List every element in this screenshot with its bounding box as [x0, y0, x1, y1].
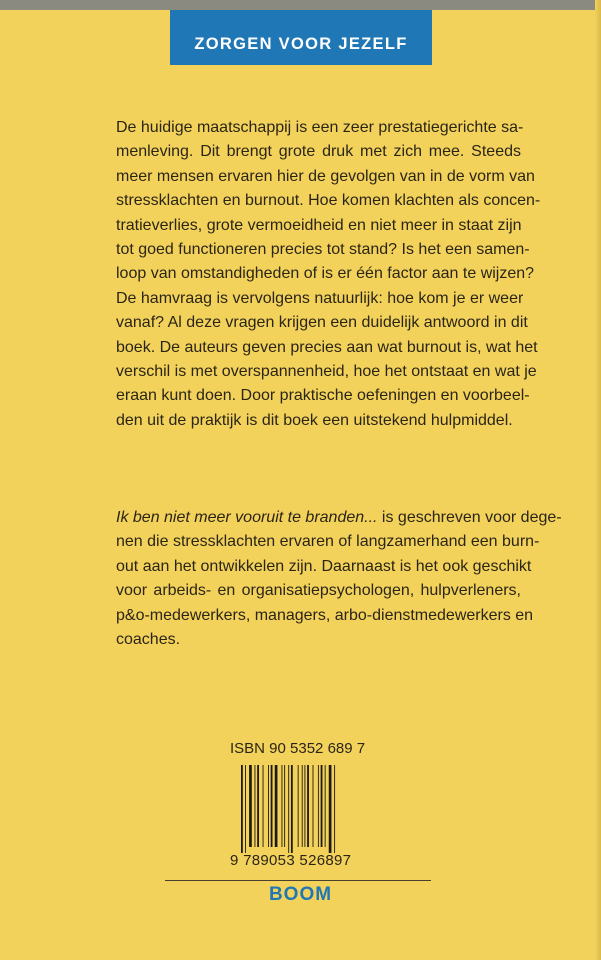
- text-line: verschil is met overspannenheid, hoe het ontstaat en wat je: [116, 363, 537, 381]
- barcode-bar: [282, 765, 283, 847]
- text-line: [116, 506, 562, 530]
- text-line: eraan kunt doen. Door praktische oefeningen en voorbeel-: [116, 387, 530, 405]
- barcode-bar: [268, 765, 269, 847]
- barcode-bar: [304, 765, 305, 847]
- book-title-italic: Ik ben niet meer vooruit te branden...: [116, 509, 378, 526]
- barcode-bar: [318, 765, 319, 847]
- barcode-bar: [255, 765, 256, 847]
- barcode-bar: [275, 765, 278, 847]
- text-line: boek. De auteurs geven precies aan wat burnout is, wat het: [116, 338, 538, 356]
- barcode-bar: [291, 765, 293, 853]
- barcode-bar: [329, 765, 332, 853]
- barcode-bar: [257, 765, 259, 847]
- barcode-bar: [271, 765, 273, 847]
- description-paragraph: [116, 116, 541, 433]
- text-line: meer mensen ervaren hier de gevolgen van in de vorm van: [116, 167, 535, 185]
- barcode-bar: [325, 765, 326, 847]
- publisher-logo: BOOM: [268, 884, 333, 905]
- text-line: menleving. Dit brengt grote druk met zich mee. Steeds: [116, 143, 521, 161]
- barcode: [241, 765, 366, 853]
- text-line: out aan het ontwikkelen zijn. Daarnaast is het ook geschikt: [116, 557, 532, 575]
- text-line: coaches.: [116, 631, 181, 649]
- barcode-bar: [313, 765, 314, 847]
- barcode-bar: [263, 765, 264, 847]
- text-line: tratieverlies, grote vermoeidheid en niet meer in staat zijn: [116, 216, 522, 234]
- text-line: stressklachten en burnout. Hoe komen klachten als concen-: [116, 192, 541, 210]
- text-line: nen die stressklachten ervaren of langzamerhand een burn-: [116, 533, 540, 551]
- text-line: p&o-medewerkers, managers, arbo-dienstmedewerkers en: [116, 606, 534, 624]
- text-line: De huidige maatschappij is een zeer prestatiegerichte sa-: [116, 119, 524, 136]
- audience-paragraph: [116, 506, 562, 652]
- barcode-bar: [245, 765, 246, 853]
- barcode-bar: [284, 765, 285, 847]
- barcode-bar: [302, 765, 303, 847]
- barcode-bar: [288, 765, 289, 853]
- series-title: ZORGEN VOOR JEZELF: [170, 10, 432, 65]
- text-line: vanaf? Al deze vragen krijgen een duidelijk antwoord in dit: [116, 314, 528, 332]
- text-fragment: is geschreven voor dege-: [377, 509, 562, 526]
- barcode-bar: [241, 765, 243, 853]
- barcode-bar: [249, 765, 252, 847]
- isbn: ISBN 90 5352 689 7: [230, 740, 366, 757]
- text-line: den uit de praktijk is dit boek een uitstekend hulpmiddel.: [116, 411, 513, 429]
- text-line: De hamvraag is vervolgens natuurlijk: hoe kom je er weer: [116, 289, 524, 307]
- barcode-bar: [298, 765, 299, 847]
- right-edge-shadow: [595, 0, 601, 960]
- barcode-bar: [321, 765, 323, 847]
- text-line: loop van omstandigheden of is er één factor aan te wijzen?: [116, 265, 535, 283]
- text-line: voor arbeids- en organisatiepsychologen, hulpverleners,: [116, 582, 521, 600]
- barcode-bar: [307, 765, 309, 847]
- divider: [165, 880, 431, 881]
- barcode-bar: [334, 765, 335, 853]
- top-edge: [0, 0, 601, 10]
- barcode-digits: 9 789053 526897: [230, 852, 352, 869]
- text-line: tot goed functioneren precies tot stand? Is het een samen-: [116, 241, 530, 259]
